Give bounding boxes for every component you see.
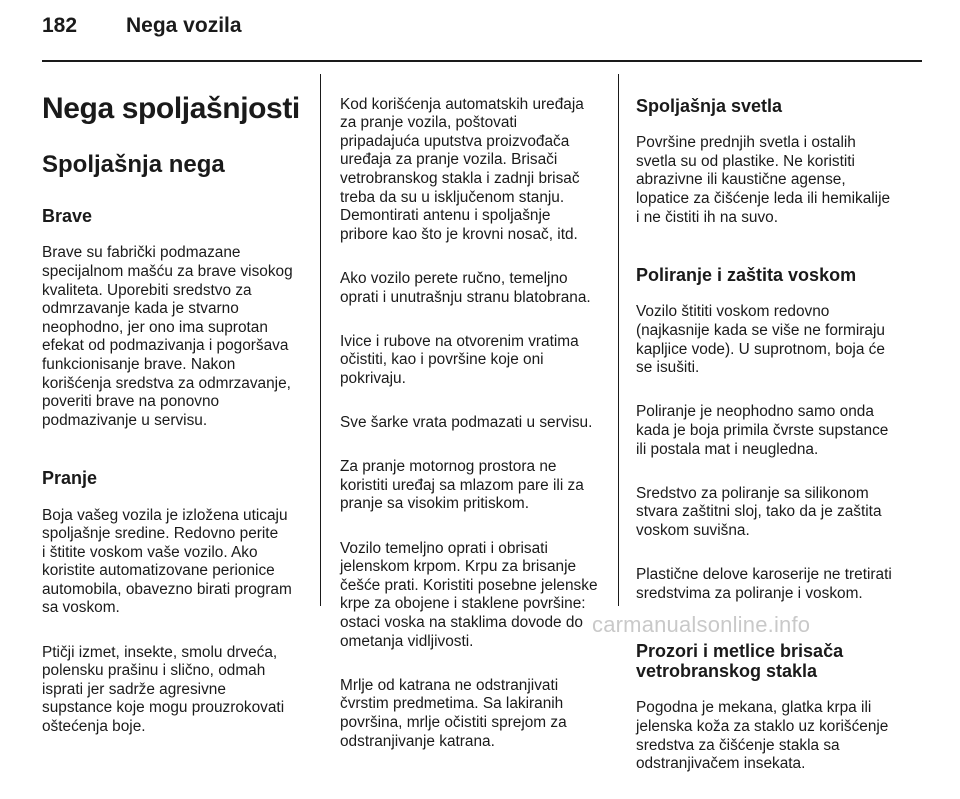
paragraph-prozori: Pogodna je mekana, glatka krpa ili jelenska koža za staklo uz korišćenje sredstva za čišćenje stakla sa odstranjivačem insekata. — [636, 699, 889, 773]
paragraph-3: Ivice i rubove na otvorenim vratima očistiti, kao i površine koje oni pokrivaju. — [340, 332, 579, 387]
paragraph-vosak-3: Sredstvo za poliranje sa silikonom stvara zaštitni sloj, tako da je zaštita voskom suvišna. — [636, 484, 882, 539]
paragraph-7: Mrlje od katrana ne odstranjivati čvrstim predmetima. Sa lakiranih površina, mrlje očistiti sprejom za odstranjivanje katrana. — [340, 676, 567, 750]
page-header — [42, 14, 242, 48]
paragraph-vosak-4: Plastične delove karoserije ne tretirati sredstvima za poliranje i voskom. — [636, 566, 892, 602]
paragraph-pranje-1: Boja vašeg vozila je izložena uticaju spoljašnje sredine. Redovno perite i štitite voskom vaše vozilo. Ako koristite automatizovane perionice automobila, obavezno birati program sa voskom. — [42, 506, 292, 617]
page-number: 182 — [42, 14, 78, 37]
chapter-title: Nega vozila — [126, 14, 242, 37]
paragraph-vosak-2: Poliranje je neophodno samo onda kada je boja primila čvrste supstance ili postala mat i neugledna. — [636, 403, 889, 458]
column-divider-2 — [618, 74, 619, 606]
paragraph-5: Za pranje motornog prostora ne koristiti uređaj sa mlazom pare ili za pranje sa visokim pritiskom. — [340, 458, 584, 513]
column-1 — [42, 72, 307, 762]
watermark-text: carmanualsonline.info — [592, 612, 811, 637]
paragraph-6: Vozilo temeljno oprati i obrisati jelenskom krpom. Krpu za brisanje češće prati. Koristiti posebne jelenske krpe za obojene i staklene površine: ostaci voska na staklima dovode do ometanja vidljivosti. — [340, 539, 598, 650]
paragraph-vosak-1: Vozilo štititi voskom redovno (najkasnije kada se više ne formiraju kapljice vode). U suprotnom, boja će se isušiti. — [636, 303, 885, 377]
paragraph-svetla: Površine prednjih svetla i ostalih svetla su od plastike. Ne koristiti abrazivne ili kaustične agense, lopatice za čišćenje leda ili hemikalije i ne čistiti ih na suvo. — [636, 134, 891, 226]
heading-prozori: Prozori i metlice brisača vetrobranskog stakla — [636, 640, 844, 681]
heading-pranje: Pranje — [42, 467, 98, 488]
column-2 — [340, 77, 608, 777]
column-divider-1 — [320, 74, 321, 606]
header-rule — [42, 60, 922, 62]
paragraph-brave: Brave su fabrički podmazane specijalnom mašću za brave visokog kvaliteta. Uporebiti sredstvo za odmrzavanje kada je stvarno neophodno, jer ono ima suprotan efekat od podmazivanja i pogoršava funkcionisanje brave. Nakon korišćenja sredstva za odmrzavanje, poveriti brave na ponovno podmazivanje u servisu. — [42, 244, 293, 429]
column-3 — [636, 77, 916, 799]
paragraph-2: Ako vozilo perete ručno, temeljno oprati i unutrašnju stranu blatobrana. — [340, 269, 591, 306]
subsection-title: Spoljašnja nega — [42, 151, 225, 179]
section-title: Nega spoljašnjosti — [42, 91, 300, 125]
paragraph-pranje-2: Ptičji izmet, insekte, smolu drveća, polensku prašinu i slično, odmah isprati jer sadrže agresivne supstance koje mogu prouzrokovati oštećenja boje. — [42, 643, 285, 736]
heading-brave: Brave — [42, 205, 93, 226]
paragraph-1: Kod korišćenja automatskih uređaja za pranje vozila, poštovati pripadajuća uputstva proizvođača uređaja za pranje vozila. Brisači vetrobranskog stakla i zadnji brisač treba da su u isključenom stanju. Demontirati antenu i spoljašnje pribore kao što je krovni nosač, itd. — [340, 95, 584, 243]
paragraph-4: Sve šarke vrata podmazati u servisu. — [340, 414, 593, 432]
heading-vosak: Poliranje i zaštita voskom — [636, 264, 857, 285]
heading-svetla: Spoljašnja svetla — [636, 95, 783, 116]
